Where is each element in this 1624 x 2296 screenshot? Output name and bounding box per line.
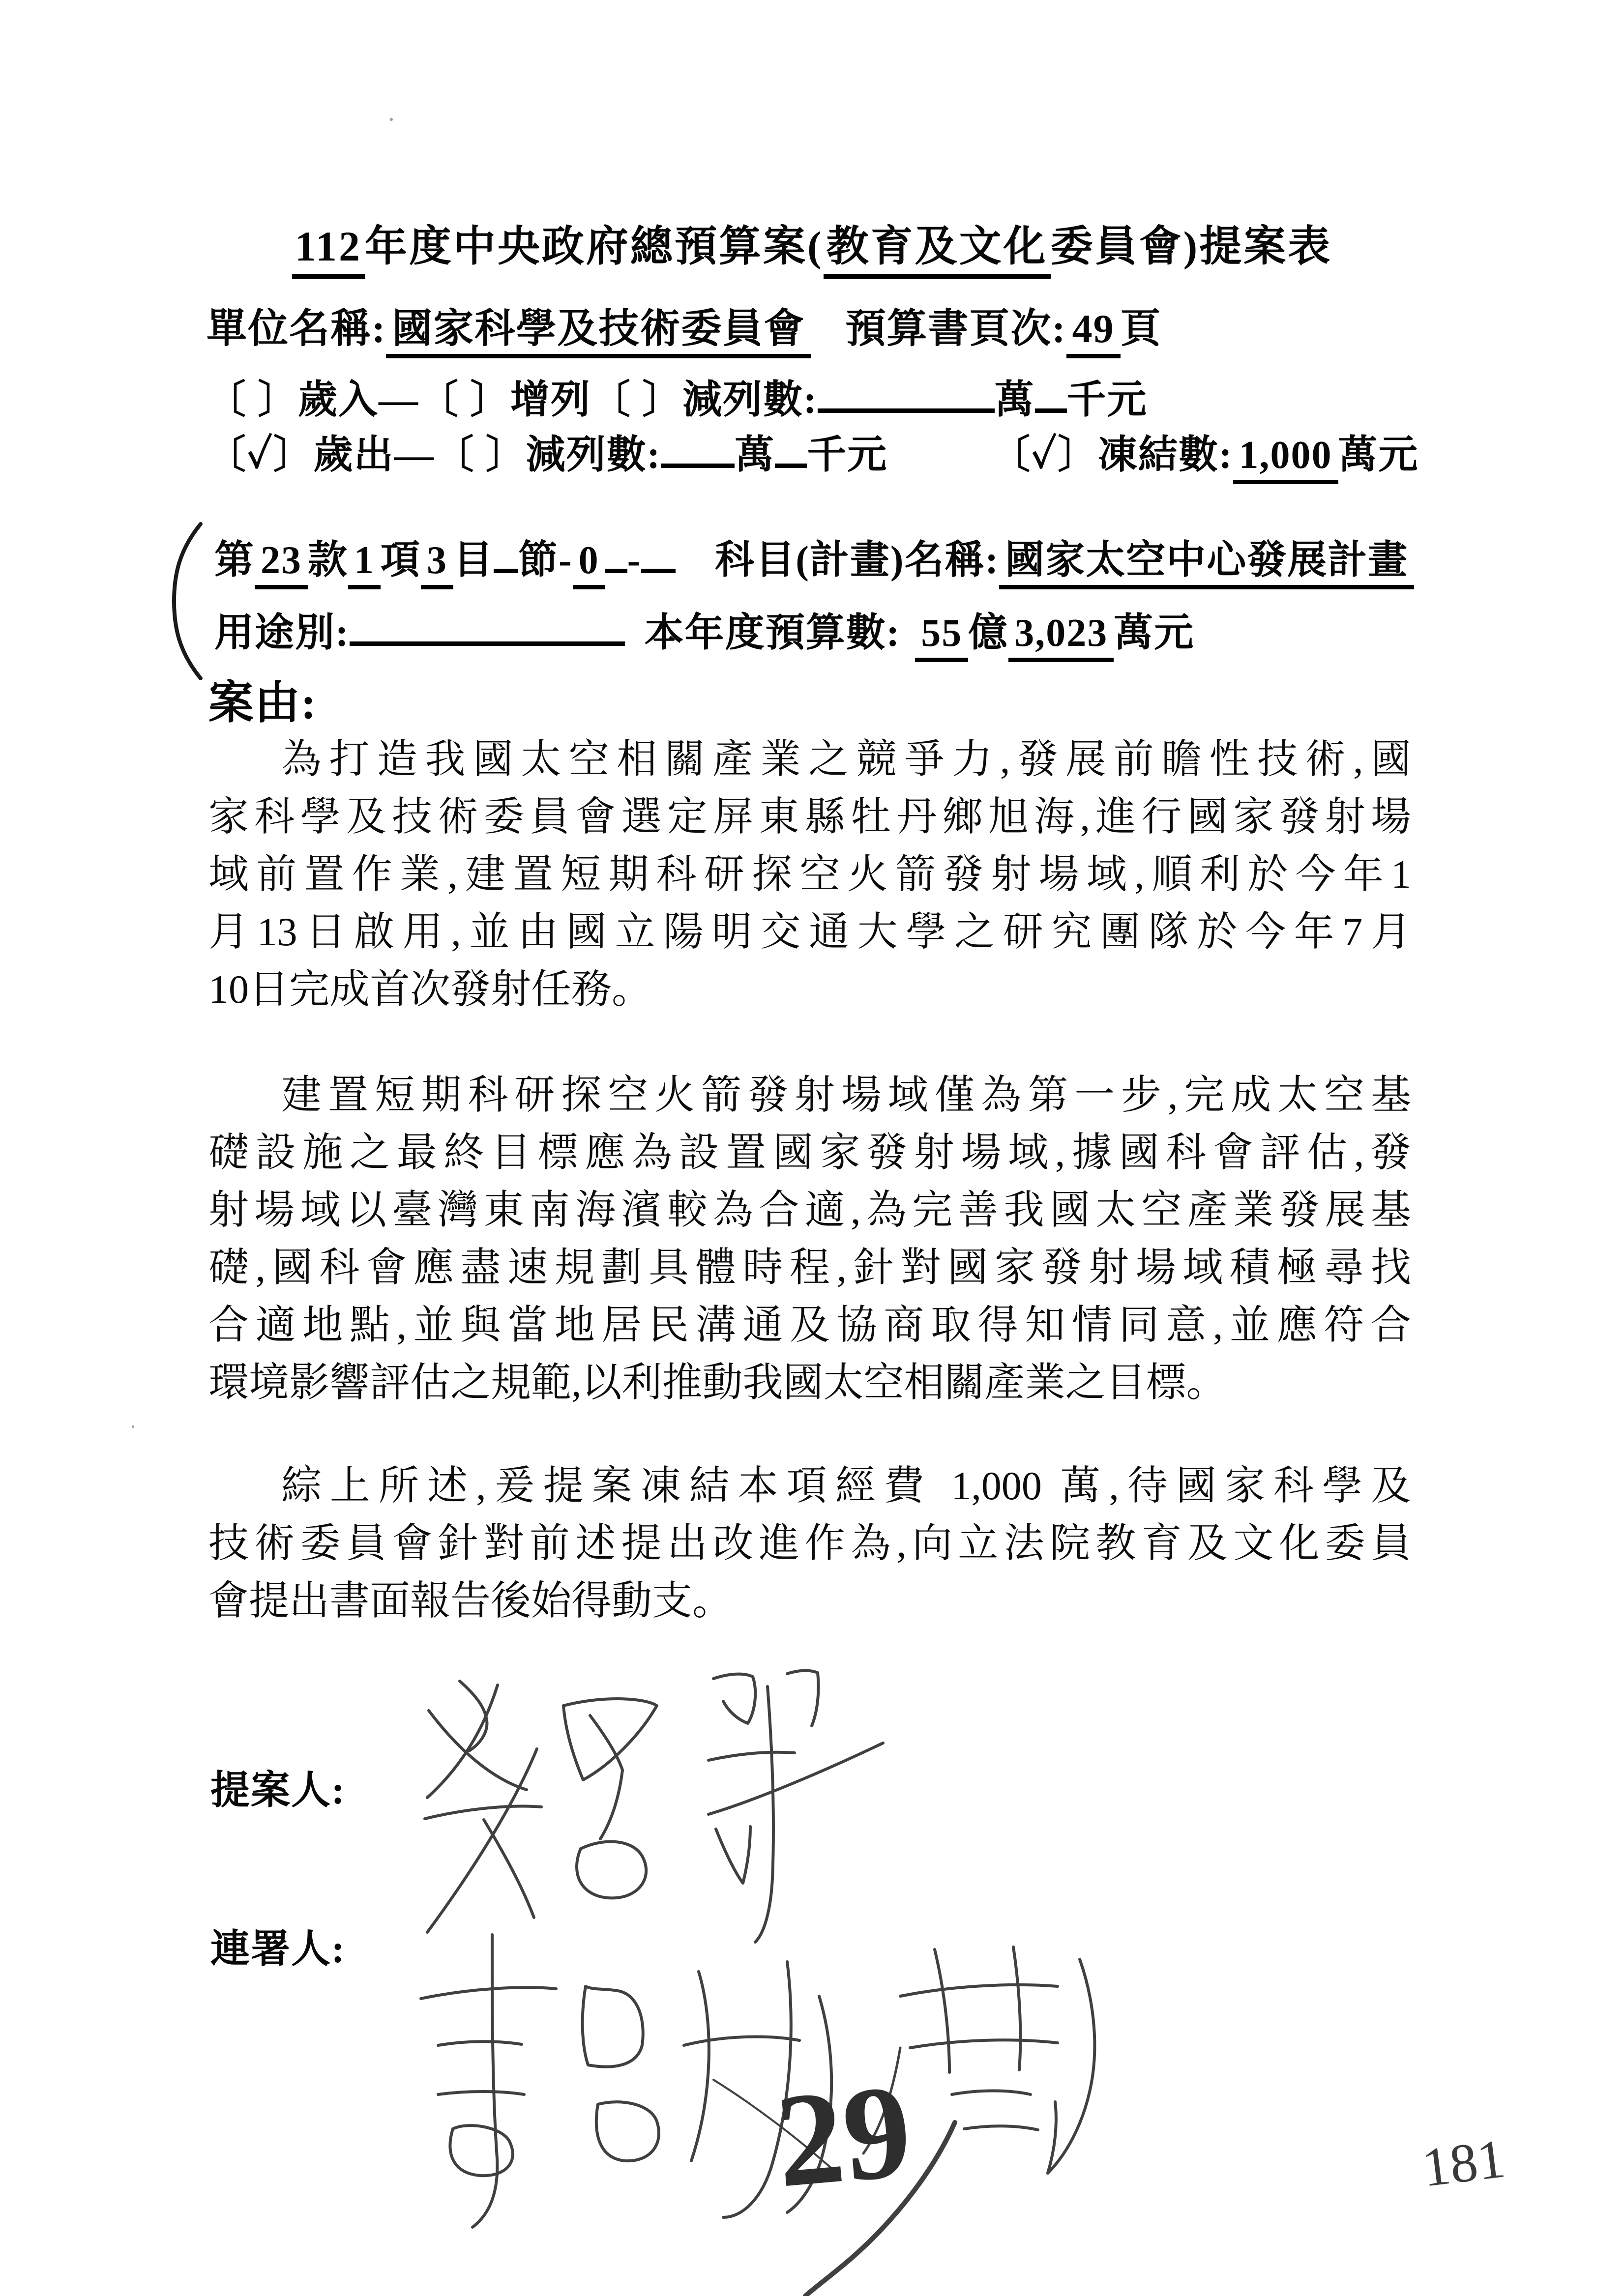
budget-page-suffix: 頁 — [1120, 306, 1162, 351]
body-line: 為打造我國太空相關產業之競爭力,發展前瞻性技術,國 — [281, 737, 1411, 782]
reduce-label: 減列數: — [682, 378, 818, 422]
budget-yi-unit: 億 — [968, 611, 1009, 655]
body-line: 家科學及技術委員會選定屏東縣牡丹鄉旭海,進行國家發射場 — [208, 794, 1411, 839]
unit-name-row — [207, 306, 1162, 352]
body-line: 礎,國科會應盡速規劃具體時程,針對國家發射場域積極尋找 — [208, 1245, 1411, 1290]
hyphen: - — [627, 539, 642, 582]
freeze-label: 凍結數: — [1097, 434, 1233, 477]
svg-text:29: 29 — [770, 2056, 917, 2215]
title-part1: 年度中央政府總預算案( — [364, 223, 824, 270]
body-line: 技術委員會針對前述提出改進作為,向立法院教育及文化委員 — [208, 1521, 1411, 1566]
blank-amount-qian2 — [775, 435, 807, 468]
body-line: 環境影響評估之規範,以利推動我國太空相關產業之目標。 — [208, 1360, 1227, 1405]
svg-text:181: 181 — [1418, 2128, 1508, 2199]
unit-wan2-label: 萬 — [735, 434, 775, 477]
usage-label: 用途別: — [214, 611, 350, 655]
checkbox-reduce2-unchecked: 〔 〕 — [434, 434, 526, 477]
body-line: 月13日啟用,並由國立陽明交通大學之研究團隊於今年7月 — [208, 909, 1411, 954]
unit-qian-label: 千元 — [1066, 378, 1148, 422]
year-budget-label: 本年度預算數: — [644, 611, 901, 655]
kuan-label: 款 — [308, 539, 348, 582]
budget-yi-value: 55 — [915, 611, 968, 662]
proposer-signature — [425, 1671, 883, 1942]
jie-number: 0 — [573, 539, 605, 589]
checkbox-revenue-unchecked: 〔 〕 — [207, 378, 298, 422]
subject-name-value: 國家太空中心發展計畫 — [999, 539, 1414, 589]
checkbox-add-unchecked: 〔 〕 — [419, 378, 510, 422]
reduce2-label: 減列數: — [526, 434, 661, 477]
checkbox-expenditure-checked: 〔✓〕 — [207, 434, 314, 477]
handwritten-corner-number — [1419, 2128, 1508, 2199]
title-year: 112 — [292, 223, 365, 279]
subject-label: 科目(計畫)名稱: — [715, 539, 1000, 582]
spacer — [676, 568, 715, 573]
item-section-bracket — [168, 520, 212, 682]
mu-number: 3 — [421, 539, 453, 589]
spacer — [887, 463, 991, 468]
em-dash: — — [394, 434, 435, 477]
blank-jie-end — [641, 540, 676, 573]
checkbox-reduce-unchecked: 〔 〕 — [591, 378, 682, 422]
item-di-label: 第 — [214, 539, 255, 582]
unit-name-label: 單位名稱: — [207, 306, 386, 351]
em-dash: — — [379, 378, 419, 422]
cosigner-label: 連署人: — [210, 1928, 346, 1971]
budget-wan-value: 3,023 — [1008, 611, 1114, 662]
checkbox-freeze-checked: 〔✓〕 — [991, 434, 1098, 477]
scan-speck — [390, 118, 393, 121]
handwritten-page-number — [770, 2056, 955, 2296]
title-part2: 委員會)提案表 — [1050, 223, 1332, 270]
blank-amount-wan — [818, 380, 995, 413]
freeze-amount-value: 1,000 — [1233, 434, 1338, 484]
usage-budget-row — [214, 610, 1194, 656]
page-title — [0, 222, 1624, 271]
freeze-unit-label: 萬元 — [1338, 434, 1419, 477]
cosigner-signature-2 — [863, 1947, 1094, 2173]
blank-amount-wan2 — [661, 435, 735, 468]
budget-page-value: 49 — [1066, 306, 1121, 358]
item-number-row — [214, 538, 1414, 583]
unit-wan-label: 萬 — [994, 378, 1035, 422]
body-line: 礎設施之最終目標應為設置國家發射場域,據國科會評估,發 — [208, 1130, 1411, 1175]
budget-page-label: 預算書頁次: — [845, 306, 1066, 351]
expenditure-checkbox-row — [207, 433, 1419, 478]
body-line: 合適地點,並與當地居民溝通及協商取得知情同意,並應符合 — [208, 1303, 1411, 1347]
blank-amount-qian — [1035, 380, 1067, 413]
body-line: 綜上所述,爰提案凍結本項經費 1,000 萬,待國家科學及 — [281, 1463, 1411, 1508]
spacer — [625, 641, 645, 646]
spacer — [900, 641, 915, 646]
mu-label: 目 — [453, 539, 494, 582]
proposer-label: 提案人: — [210, 1769, 346, 1812]
blank-usage — [350, 613, 625, 646]
spacer — [811, 337, 845, 342]
title-committee: 教育及文化 — [824, 223, 1051, 279]
blank-jie-pre — [494, 540, 518, 573]
body-line: 射場域以臺灣東南海濱較為合適,為完善我國太空產業發展基 — [208, 1188, 1411, 1232]
jie-label: 節- — [518, 539, 573, 582]
xiang-label: 項 — [381, 539, 421, 582]
case-reason-label: 案由: — [208, 678, 317, 728]
unit-name-value: 國家科學及技術委員會 — [386, 306, 811, 358]
body-line: 建置短期科研探空火箭發射場域僅為第一步,完成太空基 — [281, 1073, 1411, 1117]
cosigner-signature-1 — [421, 1935, 831, 2227]
blank-jie-mid — [605, 540, 627, 573]
body-line: 會提出書面報告後始得動支。 — [208, 1578, 733, 1623]
revenue-label: 歲入 — [298, 378, 379, 422]
body-line: 10日完成首次發射任務。 — [208, 967, 652, 1012]
kuan-number: 23 — [255, 539, 308, 589]
unit-qian2-label: 千元 — [807, 434, 888, 477]
add-label: 增列 — [510, 378, 591, 422]
revenue-checkbox-row — [207, 378, 1148, 423]
body-line: 域前置作業,建置短期科研探空火箭發射場域,順利於今年1 — [208, 852, 1411, 897]
scan-speck — [132, 1425, 134, 1428]
budget-wan-unit: 萬元 — [1114, 611, 1195, 655]
expenditure-label: 歲出 — [313, 434, 394, 477]
xiang-number: 1 — [348, 539, 381, 589]
